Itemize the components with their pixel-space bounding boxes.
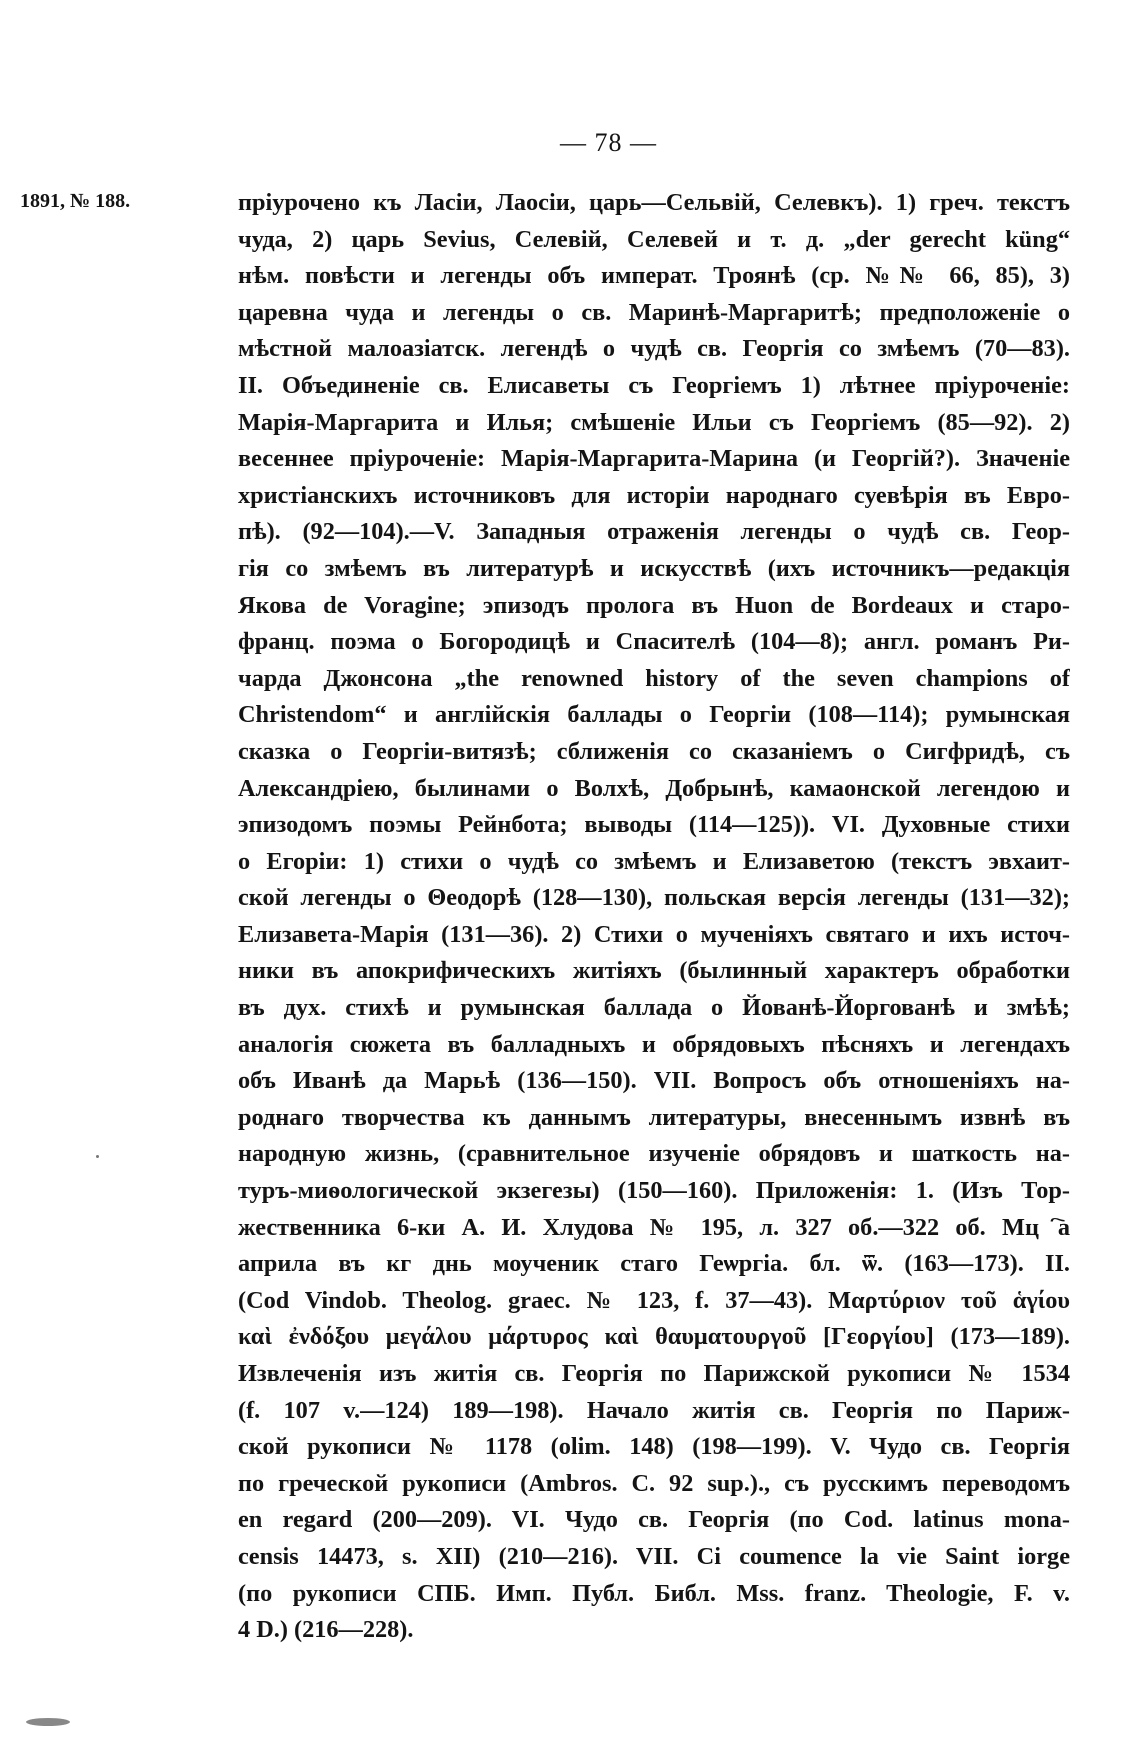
text-line: ники въ апокрифическихъ житіяхъ (былинный характеръ обработки <box>238 957 1070 985</box>
body-text <box>238 185 1070 1649</box>
text-line: пріурочено къ Ласіи, Лаосіи, царь—Сельвій, Селевкъ). 1) греч. текстъ <box>238 189 1070 216</box>
text-line: гія со змѣемъ въ литературѣ и искусствѣ (ихъ источникъ—редакція <box>238 554 1070 582</box>
text-line: (по рукописи СПБ. Имп. Публ. Библ. Mss. franz. Theologie, F. v. <box>238 1579 1070 1607</box>
text-line: нѣм. повѣсти и легенды объ императ. Троянѣ (ср. №№ 66, 85), 3) <box>238 262 1070 290</box>
text-line: καὶ ἐνδόξου μεγάλου μάρτυρος καὶ θαυματουργοῦ [Γεοργίου] (173—189). <box>238 1323 1070 1351</box>
text-line: Марія-Маргарита и Илья; смѣшеніе Ильи съ Георгіемъ (85—92). 2) <box>238 408 1070 436</box>
text-line: (Cod Vindob. Theolog. graec. № 123, f. 37—43). Μαρτύριον τοῦ ἁγίου <box>238 1286 1070 1314</box>
text-line: роднаго творчества къ даннымъ литературы, внесеннымъ извнѣ въ <box>238 1103 1070 1131</box>
text-line: (f. 107 v.—124) 189—198). Начало житія св. Георгія по Париж- <box>238 1396 1070 1424</box>
text-line: мѣстной малоазіатск. легендѣ о чудѣ св. Георгія со змѣемъ (70—83). <box>238 335 1070 363</box>
text-line: аналогія сюжета въ балладныхъ и обрядовыхъ пѣсняхъ и легендахъ <box>238 1030 1070 1058</box>
text-line: censis 14473, s. XII) (210—216). VII. Ci coumence la vie Saint iorge <box>238 1542 1070 1570</box>
text-line: ской легенды о Θеодорѣ (128—130), польская версія легенды (131—32); <box>238 884 1070 912</box>
text-line: о Егоріи: 1) стихи о чудѣ со змѣемъ и Елизаветою (текстъ эвхаит- <box>238 847 1070 875</box>
text-line: эпизодомъ поэмы Рейнбота; выводы (114—125)). VI. Духовные стихи <box>238 811 1070 839</box>
text-line: пѣ). (92—104).—V. Западныя отраженія легенды о чудѣ св. Геор- <box>238 518 1070 546</box>
text-line: Christendom“ и англійскія баллады о Георгіи (108—114); румынская <box>238 701 1070 729</box>
ink-dot <box>96 1155 99 1158</box>
text-line: народную жизнь, (сравнительное изученіе обрядовъ и шаткость на- <box>238 1140 1070 1168</box>
page-number: — 78 — <box>560 128 657 157</box>
text-line: объ Иванѣ да Марьѣ (136—150). VII. Вопросъ объ отношеніяхъ на- <box>238 1067 1070 1095</box>
text-line: en regard (200—209). VI. Чудо св. Георгія (по Cod. latinus mona- <box>238 1506 1070 1534</box>
text-line: весеннее пріуроченіе: Марія-Маргарита-Марина (и Георгій?). Значеніе <box>238 445 1070 473</box>
text-line: чуда, 2) царь Sevius, Селевій, Селевей и т. д. „der gerecht küng“ <box>238 225 1070 253</box>
text-line: въ дух. стихѣ и румынская баллада о Йованѣ-Йоргованѣ и змѣѣ; <box>238 994 1070 1022</box>
text-line: Елизавета-Марія (131—36). 2) Стихи о мученіяхъ святаго и ихъ источ- <box>238 920 1070 948</box>
text-line: чарда Джонсона „the renowned history of the seven champions of <box>238 664 1070 692</box>
text-line: царевна чуда и легенды о св. Маринѣ-Маргаритѣ; предположеніе о <box>238 298 1070 326</box>
text-line: туръ-миѳологической экзегезы) (150—160). Приложенія: 1. (Изъ Тор- <box>238 1177 1070 1205</box>
text-line: по греческой рукописи (Ambros. C. 92 sup.)., съ русскимъ переводомъ <box>238 1469 1070 1497</box>
text-line: Извлеченія изъ житія св. Георгія по Парижской рукописи № 1534 <box>238 1360 1070 1387</box>
text-line: сказка о Георгіи-витязѣ; сближенія со сказаніемъ о Сигфридѣ, съ <box>238 737 1070 765</box>
text-line: жественника 6-ки А. И. Хлудова № 195, л. 327 об.—322 об. Мцⷭ҇а <box>238 1213 1070 1241</box>
text-line: ской рукописи № 1178 (olim. 148) (198—199). V. Чудо св. Георгія <box>238 1433 1070 1461</box>
margin-reference: 1891, № 188. <box>20 190 131 212</box>
text-line: II. Объединеніе св. Елисаветы съ Георгіемъ 1) лѣтнее пріуроченіе: <box>238 371 1070 399</box>
text-line: христіанскихъ источниковъ для исторіи народнаго суевѣрія въ Евро- <box>238 481 1070 509</box>
text-line: Якова de Voragine; эпизодъ пролога въ Huon de Bordeaux и старо- <box>238 591 1070 619</box>
text-line: априла въ кг днь моученик стаго Геѡргіа. бл. ѿ. (163—173). II. <box>238 1250 1070 1278</box>
text-line: франц. поэма о Богородицѣ и Спасителѣ (104—8); англ. романъ Ри- <box>238 628 1070 656</box>
text-line: 4 D.) (216—228). <box>238 1616 414 1644</box>
ink-smudge <box>26 1718 70 1726</box>
text-line: Александріею, былинами о Волхѣ, Добрынѣ, камаонской легендою и <box>238 774 1070 802</box>
